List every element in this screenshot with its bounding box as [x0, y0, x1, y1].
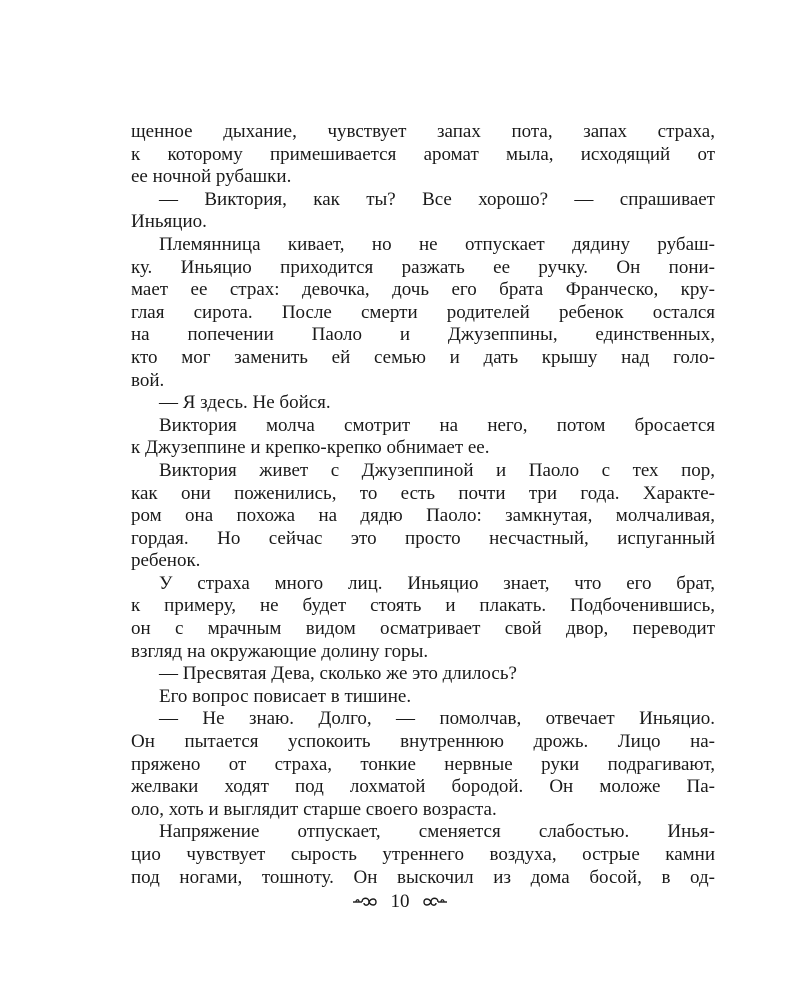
text-line: — Виктория, как ты? Все хорошо? — спрашивает — [159, 188, 715, 210]
text-line: к которому примешивается аромат мыла, исходящий от — [131, 143, 715, 165]
text-line: ребенок. — [131, 550, 201, 572]
text-line: к примеру, не будет стоять и плакать. Подбоченившись, — [131, 595, 715, 617]
text-line: кто мог заменить ей семью и дать крышу над голо- — [131, 346, 715, 368]
text-line: Напряжение отпускает, сменяется слабостью. Инья- — [159, 821, 715, 843]
text-line: — Я здесь. Не бойся. — [159, 392, 331, 414]
text-line: оло, хоть и выглядит старше своего возраста. — [131, 798, 497, 820]
text-line: к Джузеппине и крепко-крепко обнимает ее. — [131, 437, 490, 459]
right-ornament-icon — [422, 894, 448, 910]
text-line: мает ее страх: девочка, дочь его брата Франческо, кру- — [131, 279, 715, 301]
text-line: Его вопрос повисает в тишине. — [159, 685, 412, 707]
text-line: глая сирота. После смерти родителей ребенок остался — [131, 301, 715, 323]
text-line: Племянница кивает, но не отпускает дядину рубаш- — [159, 233, 715, 255]
text-line: на попечении Паоло и Джузеппины, единственных, — [131, 324, 715, 346]
left-ornament-icon — [352, 894, 378, 910]
text-line: Виктория молча смотрит на него, потом бросается — [159, 414, 715, 436]
text-line: взгляд на окружающие долину горы. — [131, 640, 429, 662]
page-number: 10 — [390, 890, 410, 912]
text-line: цио чувствует сырость утреннего воздуха, острые камни — [131, 844, 715, 865]
text-line: он с мрачным видом осматривает свой двор, переводит — [131, 618, 715, 640]
page-folio — [0, 889, 800, 914]
text-line: У страха много лиц. Иньяцио знает, что его брат, — [159, 572, 715, 594]
text-line: Виктория живет с Джузеппиной и Паоло с тех пор, — [159, 459, 715, 481]
text-line: ку. Иньяцио приходится разжать ее ручку. Он пони- — [131, 256, 715, 278]
text-line: желваки ходят под лохматой бородой. Он моложе Па- — [131, 776, 715, 798]
text-line: Иньяцио. — [131, 211, 207, 233]
text-line: ее ночной рубашки. — [131, 166, 292, 188]
text-line: вой. — [131, 369, 165, 391]
body-text — [131, 121, 715, 889]
text-line: как они поженились, то есть почти три года. Характе- — [131, 482, 715, 504]
text-line: щенное дыхание, чувствует запах пота, запах страха, — [131, 121, 715, 142]
text-line: — Пресвятая Дева, сколько же это длилось? — [159, 663, 517, 685]
text-line: Он пытается успокоить внутреннюю дрожь. Лицо на- — [131, 731, 715, 753]
text-line: ром она похожа на дядю Паоло: замкнутая, молчаливая, — [131, 505, 715, 527]
text-line: под ногами, тошноту. Он выскочил из дома босой, в од- — [131, 866, 715, 888]
text-line: гордая. Но сейчас это просто несчастный, испуганный — [131, 527, 715, 549]
text-line: пряжено от страха, тонкие нервные руки подрагивают, — [131, 753, 715, 775]
text-line: — Не знаю. Долго, — помолчав, отвечает Иньяцио. — [159, 708, 715, 730]
